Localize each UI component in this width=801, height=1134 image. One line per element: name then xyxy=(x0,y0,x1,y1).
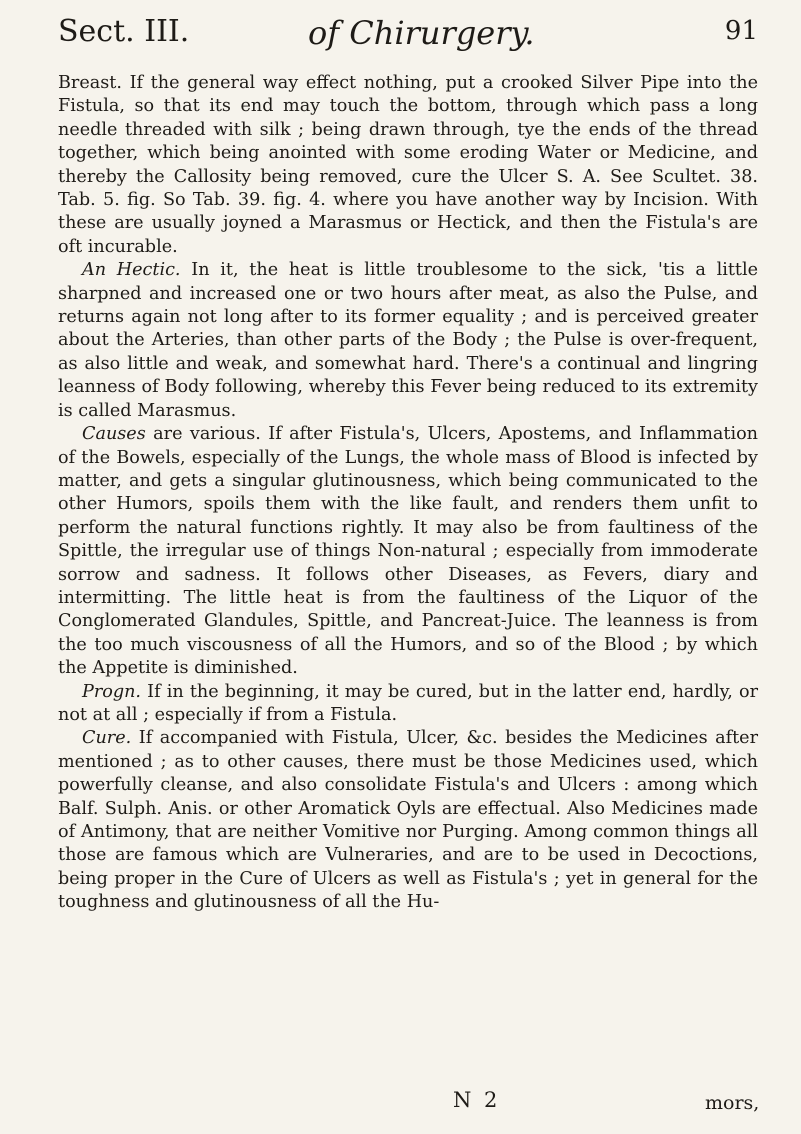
paragraph-fistula-continued xyxy=(58,72,758,259)
running-title: of Chirurgery. xyxy=(308,14,535,52)
paragraph-lead: An Hectic. xyxy=(82,260,181,281)
paragraph-text: If in the beginning, it may be cured, but in the latter end, hardly, or not at all ; especially if from a Fistula. xyxy=(58,681,759,725)
paragraph-lead: Progn. xyxy=(82,681,142,702)
paragraph-hectic xyxy=(58,259,758,423)
paragraph-text: Breast. If the general way effect nothing, put a crooked Silver Pipe into the Fistula, so that its end may touch the bottom, through which pass a long needle threaded with silk ; being drawn through, tye the ends of the thread together, which being anointed with some eroding Water or Medicine, and thereby the Callosity being removed, cure the Ulcer S. A. See Scultet. 38. Tab. 5. fig. So Tab. 39. fig. 4. where you have another way by Incision. With these are usually joyned a Marasmus or Hectick, and then the Fistula's are oft incurable. xyxy=(58,73,758,257)
paragraph-cure xyxy=(58,727,758,914)
page-number: 91 xyxy=(724,16,758,46)
catchword: mors, xyxy=(705,1092,760,1114)
paragraph-text: If accompanied with Fistula, Ulcer, &c. besides the Medicines after mentioned ; as to other causes, there must be those Medicines used, which powerfully cleanse, and also consolidate Fistula's and Ulcers : among which Balf. Sulph. Anis. or other Aromatick Oyls are effectual. Also Medicines made of Antimony, that are neither Vomitive nor Purging. Among common things all those are famous which are Vulneraries, and are to be used in Decoctions, being proper in the Cure of Ulcers as well as Fistula's ; yet in general for the toughness and glutinousness of all the Hu- xyxy=(58,728,759,913)
paragraph-causes xyxy=(58,423,758,680)
paragraph-text: are various. If after Fistula's, Ulcers, Apostems, and Inflammation of the Bowels, especially of the Lungs, the whole mass of Blood is infected by matter, and gets a singular glutinousness, which being communicated to the other Humors, spoils them with the like fault, and renders them unfit to perform the natural functions rightly. It may also be from faultiness of the Spittle, the irregular use of things Non-natural ; especially from immoderate sorrow and sadness. It follows other Diseases, as Fevers, diary and intermitting. The little heat is from the faultiness of the Liquor of the Conglomerated Glandules, Spittle, and Pancreat-Juice. The leanness is from the too much viscousness of all the Humors, and so of the Blood ; by which the Appetite is diminished. xyxy=(58,424,759,679)
section-label: Sect. III. xyxy=(58,14,190,49)
paragraph-lead: Cure. xyxy=(82,728,132,749)
paragraph-prognosis xyxy=(58,681,758,728)
running-header xyxy=(58,14,758,66)
body-text xyxy=(58,72,758,915)
signature-mark: N 2 xyxy=(453,1088,501,1112)
paragraph-lead: Causes xyxy=(82,424,146,445)
paragraph-text: In it, the heat is little troublesome to the sick, 'tis a little sharpned and increased one or two hours after meat, as also the Pulse, and returns again not long after to its former equality ; and is perceived greater about the Arteries, than other parts of the Body ; the Pulse is over-frequent, as also little and weak, and somewhat hard. There's a continual and lingring leanness of Body following, whereby this Fever being reduced to its extremity is called Marasmus. xyxy=(58,260,758,421)
